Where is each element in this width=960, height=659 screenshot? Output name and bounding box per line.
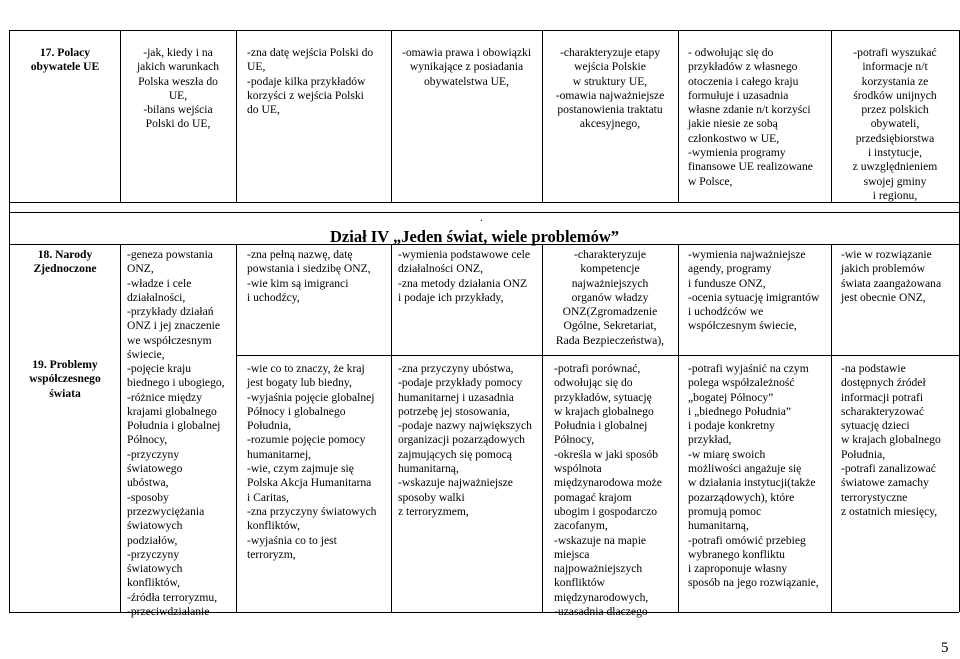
page-number: 5	[941, 640, 949, 656]
row18-bottom-border	[236, 355, 959, 356]
row17-topic: 17. Polacy obywatele UE	[30, 46, 100, 74]
row17-col6: -potrafi wyszukać informacje n/t korzystania ze środków unijnych przez polskich obywateli, przedsiębiorstwa i instytucje, z uwzględnieniem swojej gminy i regionu,	[852, 46, 938, 202]
row17-col2: -zna datę wejścia Polski do UE, -podaje kilka przykładów korzyści z wejścia Polski do UE,	[247, 46, 374, 117]
row18-topic: 18. Narody Zjednoczone	[33, 248, 97, 276]
row19-col3: -zna przyczyny ubóstwa, -podaje przykłady pomocy humanitarnej i uzasadnia potrzebę jej stosowania, -podaje nazwy największych organizacji pozarządowych zajmujących się pomocą humanitarną, -wskazuje najważniejsze sposoby walki z terroryzmem,	[398, 362, 532, 518]
col-line-2-r17	[236, 30, 237, 202]
col-line-6-r17	[831, 30, 832, 202]
col-line-6-r18	[831, 244, 832, 612]
row19-topic: 19. Problemy współczesnego świata	[29, 358, 101, 400]
row18-col6: -wie w rozwiązanie jakich problemów świata zaangażowana jest obecnie ONZ,	[841, 248, 942, 304]
col-line-3-r18	[391, 244, 392, 612]
row17-col4: -charakteryzuje etapy wejścia Polskie w struktury UE, -omawia najważniejsze postanowienia traktatu akcesyjnego,	[555, 46, 665, 131]
row18-col4: -charakteryzuje kompetencje najważniejszych organów władzy ONZ(Zgromadzenie Ogólne, Sekretariat, Rada Bezpieczeństwa),	[555, 248, 665, 347]
col-line-1-r18	[120, 244, 121, 612]
row19-col6: -na podstawie dostępnych źródeł informacji potrafi scharakteryzować sytuację dzieci w krajach globalnego Południa, -potrafi zanalizować światowe zamachy terrorystyczne z ostatnich miesięcy,	[841, 362, 941, 518]
col-line-0	[9, 30, 10, 612]
col-line-3-r17	[391, 30, 392, 202]
row18-col2: -zna pełną nazwę, datę powstania i siedzibę ONZ, -wie kim są imigranci i uchodźcy,	[247, 248, 371, 304]
row17-col1: -jak, kiedy i na jakich warunkach Polska weszła do UE, -bilans wejścia Polski do UE,	[136, 46, 220, 131]
section-top-border	[9, 212, 959, 213]
row17-bottom-border	[9, 202, 959, 203]
row17-col5: - odwołując się do przykładów z własnego otoczenia i całego kraju formułuje i uzasadnia własne zdanie n/t korzyści jakie niesie ze sobą członkostwo w UE, -wymienia programy finansowe UE realizowane w Polsce,	[688, 46, 813, 188]
section-dot: .	[480, 212, 483, 224]
row18-col5: -wymienia najważniejsze agendy, programy i fundusze ONZ, -ocenia sytuację imigrantów i uchodźców we współczesnym świecie,	[688, 248, 820, 333]
col-line-1-r17	[120, 30, 121, 202]
row18-col3: -wymienia podstawowe cele działalności ONZ, -zna metody działania ONZ i podaje ich przykłady,	[398, 248, 530, 304]
table-top-border	[9, 30, 959, 31]
col-line-4-r18	[542, 244, 543, 612]
row19-col4: -potrafi porównać, odwołując się do przykładów, sytuację w krajach globalnego Południa i globalnej Północy, -określa w jaki sposób wspólnota międzynarodowa może pomagać krajom ubogim i gospodarczo zacofanym, -wskazuje na mapie miejsca najpoważniejszych konfliktów międzynarodowych, -uzasadnia dlaczego	[554, 362, 662, 619]
col-line-2-r18	[236, 244, 237, 612]
section-title: Dział IV „Jeden świat, wiele problemów”	[330, 227, 620, 246]
row19-col2: -wie co to znaczy, że kraj jest bogaty lub biedny, -wyjaśnia pojęcie globalnej Północy i globalnego Południa, -rozumie pojęcie pomocy humanitarnej, -wie, czym zajmuje się Polska Akcja Humanitarna i Caritas, -zna przyczyny światowych konfliktów, -wyjaśnia co to jest terroryzm,	[247, 362, 377, 561]
col-line-4-r17	[542, 30, 543, 202]
col-line-5-r17	[678, 30, 679, 202]
row19-col1: -pojęcie kraju biednego i ubogiego, -różnice między krajami globalnego Południa i globalnej Północy, -przyczyny światowego ubóstwa, -sposoby przezwyciężania światowych podziałów, -przyczyny światowych konfliktów, -źródła terroryzmu, -przeciwdziałanie	[127, 362, 225, 619]
row17-col3: -omawia prawa i obowiązki wynikające z posiadania obywatelstwa UE,	[401, 46, 532, 88]
row19-col5: -potrafi wyjaśnić na czym polega współzależność „bogatej Północy” i „biednego Południa” i podaje konkretny przykład, -w miarę swoich możliwości angażuje się w działania instytucji(także pozarządowych), które promują pomoc humanitarną, -potrafi omówić przebieg wybranego konfliktu i zaproponuje własny sposób na jego rozwiązanie,	[688, 362, 819, 590]
col-line-5-r18	[678, 244, 679, 612]
row18-col1: -geneza powstania ONZ, -władze i cele działalności, -przykłady działań ONZ i jej znaczenie we współczesnym świecie,	[127, 248, 221, 362]
